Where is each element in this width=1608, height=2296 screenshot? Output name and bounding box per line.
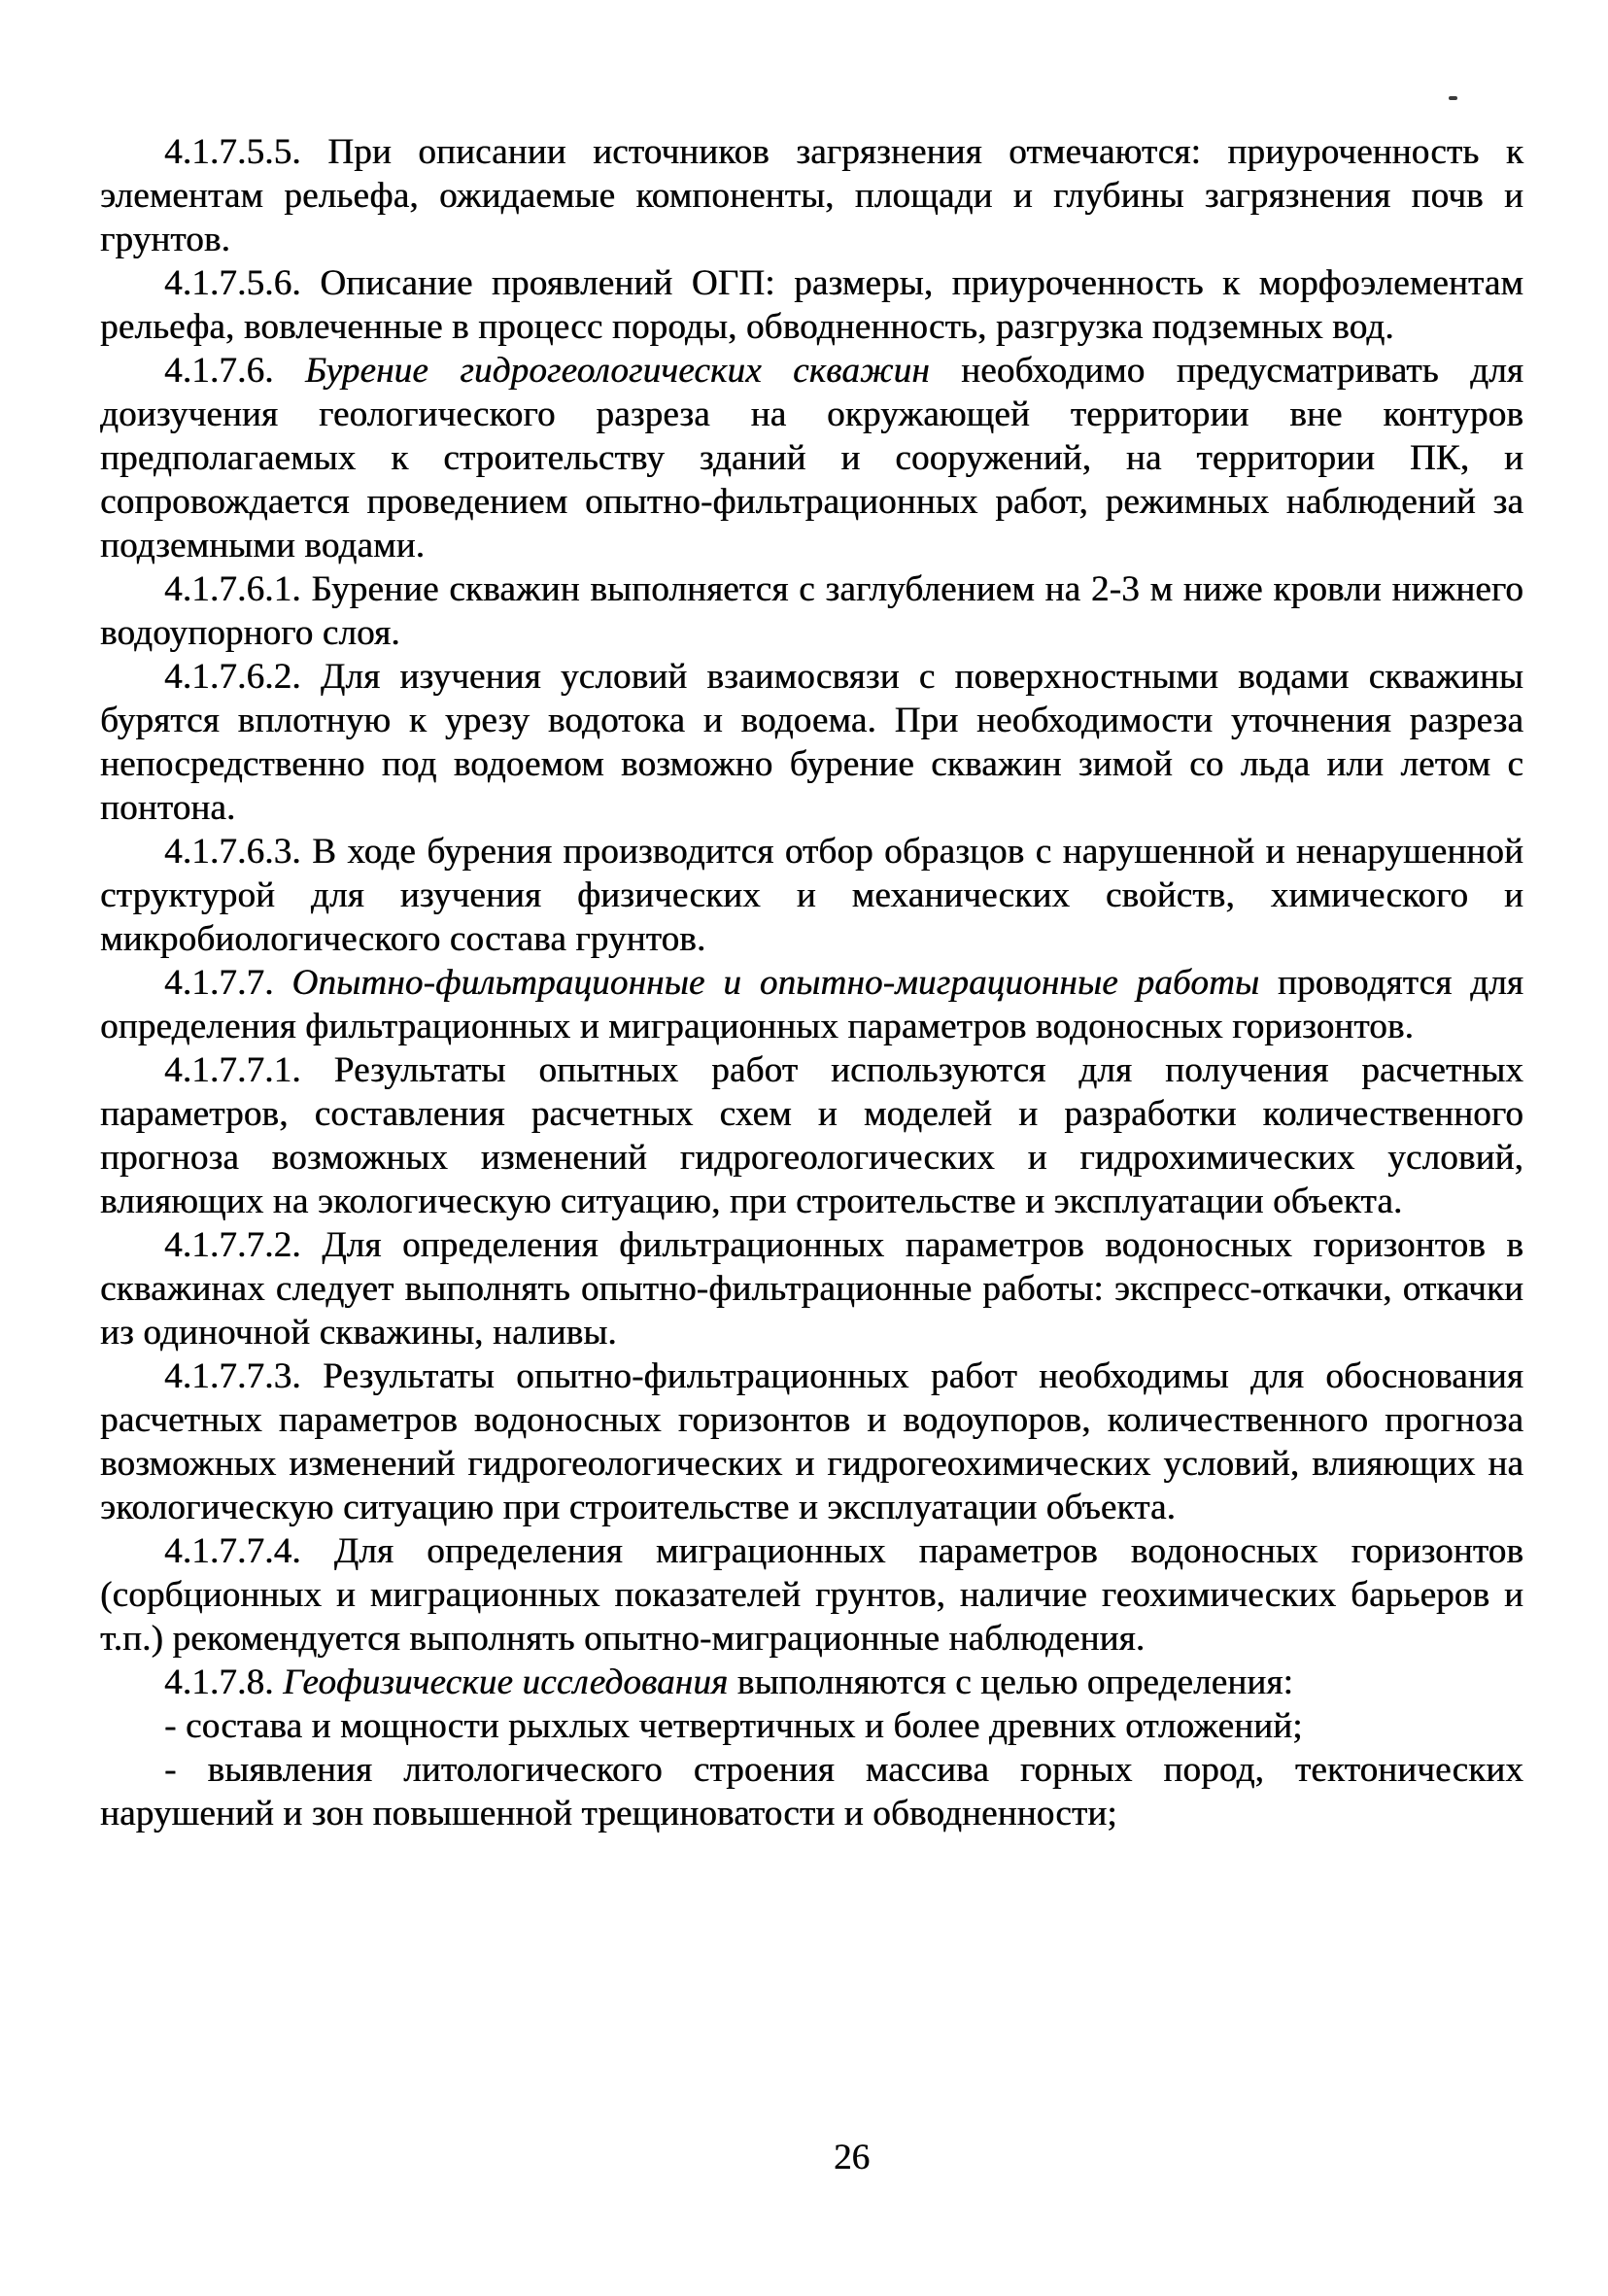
- paragraph-text: 4.1.7.7.2. Для определения фильтрационных параметров водоносных горизонтов в скважинах следует выполнять опытно-фильтрационные работы: экспресс-откачки, откачки из одиночной скважины, наливы.: [100, 1225, 1523, 1353]
- paragraph: [100, 1661, 1523, 1704]
- paragraph-text: 4.1.7.7.3. Результаты опытно-фильтрационных работ необходимы для обоснования расчетных параметров водоносных горизонтов и водоупоров, количественного прогноза возможных изменений гидрогеологических и гидрогеохимических условий, влияющих на экологическую ситуацию при строительстве и эксплуатации объекта.: [100, 1356, 1523, 1527]
- paragraph-text: 4.1.7.8.: [164, 1662, 284, 1702]
- paragraph: [100, 1704, 1523, 1748]
- paragraph-text: 4.1.7.6.2. Для изучения условий взаимосвязи с поверхностными водами скважины бурятся вплотную к урезу водотока и водоема. При необходимости уточнения разреза непосредственно под водоемом возможно бурение скважин зимой со льда или летом с понтона.: [100, 657, 1523, 828]
- paragraph-text: необходимо предусматривать для доизучения геологического разреза на окружающей территории вне контуров предполагаемых к строительству зданий и сооружений, на территории ПК, и сопровождается проведением опытно-фильтрационных работ, режимных наблюдений за подземными водами.: [100, 351, 1523, 565]
- paragraph: [100, 349, 1523, 567]
- document-body: [100, 130, 1523, 1835]
- paragraph-text: 4.1.7.6.1. Бурение скважин выполняется с заглублением на 2-3 м ниже кровли нижнего водоупорного слоя.: [100, 569, 1523, 653]
- paragraph: [100, 1354, 1523, 1529]
- paragraph-text: 4.1.7.7.1. Результаты опытных работ используются для получения расчетных параметров, составления расчетных схем и моделей и разработки количественного прогноза возможных изменений гидрогеологических и гидрохимических условий, влияющих на экологическую ситуацию, при строительстве и эксплуатации объекта.: [100, 1050, 1523, 1221]
- paragraph: [100, 130, 1523, 261]
- paragraph-text: 4.1.7.5.6. Описание проявлений ОГП: размеры, приуроченность к морфоэлементам рельефа, вовлеченные в процесс породы, обводненность, разгрузка подземных вод.: [100, 263, 1523, 347]
- paragraph-italic-heading: Бурение гидрогеологических скважин: [304, 351, 930, 391]
- paragraph-text: 4.1.7.5.5. При описании источников загрязнения отмечаются: приуроченность к элементам рельефа, ожидаемые компоненты, площади и глубины загрязнения почв и грунтов.: [100, 132, 1523, 259]
- paragraph: [100, 261, 1523, 349]
- paragraph-text: - выявления литологического строения массива горных пород, тектонических нарушений и зон повышенной трещиноватости и обводненности;: [100, 1750, 1523, 1833]
- paragraph: [100, 961, 1523, 1048]
- paragraph: [100, 1223, 1523, 1354]
- paragraph-text: проводятся для определения фильтрационных и миграционных параметров водоносных горизонтов.: [100, 963, 1523, 1046]
- paragraph: [100, 655, 1523, 830]
- paragraph: [100, 1529, 1523, 1661]
- paragraph: [100, 830, 1523, 961]
- paragraph-italic-heading: Геофизические исследования: [283, 1662, 729, 1702]
- paragraph: [100, 567, 1523, 655]
- paragraph-text: 4.1.7.7.: [164, 963, 292, 1003]
- paragraph-text: выполняются с целью определения:: [728, 1662, 1293, 1702]
- paragraph-text: - состава и мощности рыхлых четвертичных и более древних отложений;: [164, 1706, 1303, 1746]
- scan-artifact-mark: [1449, 96, 1457, 100]
- paragraph-text: 4.1.7.7.4. Для определения миграционных параметров водоносных горизонтов (сорбционных и миграционных показателей грунтов, наличие геохимических барьеров и т.п.) рекомендуется выполнять опытно-миграционные наблюдения.: [100, 1531, 1523, 1659]
- paragraph: [100, 1748, 1523, 1835]
- page-number: 26: [834, 2138, 870, 2177]
- paragraph-italic-heading: Опытно-фильтрационные и опытно-миграционные работы: [291, 963, 1260, 1003]
- paragraph: [100, 1048, 1523, 1223]
- paragraph-text: 4.1.7.6.3. В ходе бурения производится отбор образцов с нарушенной и ненарушенной структурой для изучения физических и механических свойств, химического и микробиологического состава грунтов.: [100, 832, 1523, 959]
- paragraph-text: 4.1.7.6.: [164, 351, 305, 391]
